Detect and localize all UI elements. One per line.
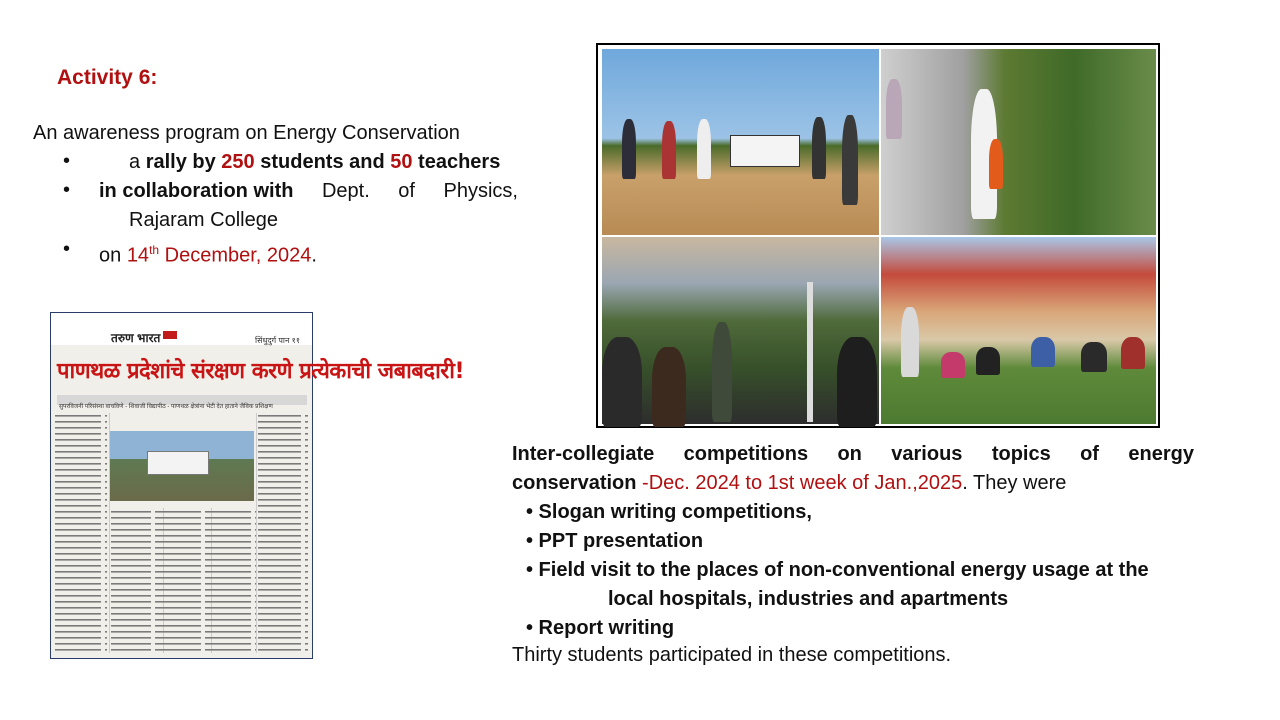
list-item-ppt: • PPT presentation — [526, 530, 704, 552]
newspaper-headline: पाणथळ प्रदेशांचे संरक्षण करणे प्रत्येकाची जबाबदारी! — [57, 359, 465, 384]
bullet-dot: • — [63, 238, 71, 260]
bullet-collaboration: in collaboration with Dept. of Physics, Rajaram College — [99, 180, 518, 231]
newspaper-clipping — [50, 312, 465, 659]
bullet-date: on 14th December, 2024. — [99, 243, 317, 267]
list-item-field-visit: • Field visit to the places of non-conventional energy usage at the — [526, 559, 1149, 581]
newspaper-name: तरुण भारत — [111, 331, 161, 345]
list-item-slogan: • Slogan writing competitions, — [526, 501, 812, 523]
bullet-dot: • — [63, 150, 71, 172]
photo-field-cleanup — [881, 49, 1156, 235]
newspaper-logo-icon — [163, 331, 177, 339]
newspaper-date: सिंधुदुर्ग पान ११ — [255, 336, 300, 345]
photo-collage — [596, 43, 1160, 428]
newspaper-masthead — [51, 313, 312, 345]
bullet-dot: • — [63, 179, 71, 201]
photo-rally-group — [602, 49, 879, 235]
closing-text: Thirty students participated in these competitions. — [512, 644, 952, 666]
newspaper-subline: सुपरविजनी परिसंस्था वाचविणे - शिवाजी विद्यापीठ - पाणथळ क्षेत्रांना भेटी देत हाताने जैविक प्रशिक्षण — [57, 395, 307, 405]
bullet-rally: a rally by 250 students and 50 teachers — [129, 151, 501, 173]
list-item-report: • Report writing — [526, 617, 675, 639]
activity-title: Activity 6: — [57, 66, 158, 89]
competitions-paragraph — [512, 440, 1194, 498]
competitions-line-1: Inter-collegiate competitions on various topics of energy — [512, 443, 1194, 465]
newspaper-text-columns — [55, 413, 309, 655]
intro-text: An awareness program on Energy Conservation — [33, 122, 460, 144]
photo-field-visit — [602, 237, 879, 424]
list-item-field-visit-cont: local hospitals, industries and apartments — [608, 588, 1009, 610]
photo-sitting-group — [881, 237, 1156, 424]
competitions-line-2: conservation -Dec. 2024 to 1st week of Jan.,2025. They were — [512, 472, 1067, 494]
